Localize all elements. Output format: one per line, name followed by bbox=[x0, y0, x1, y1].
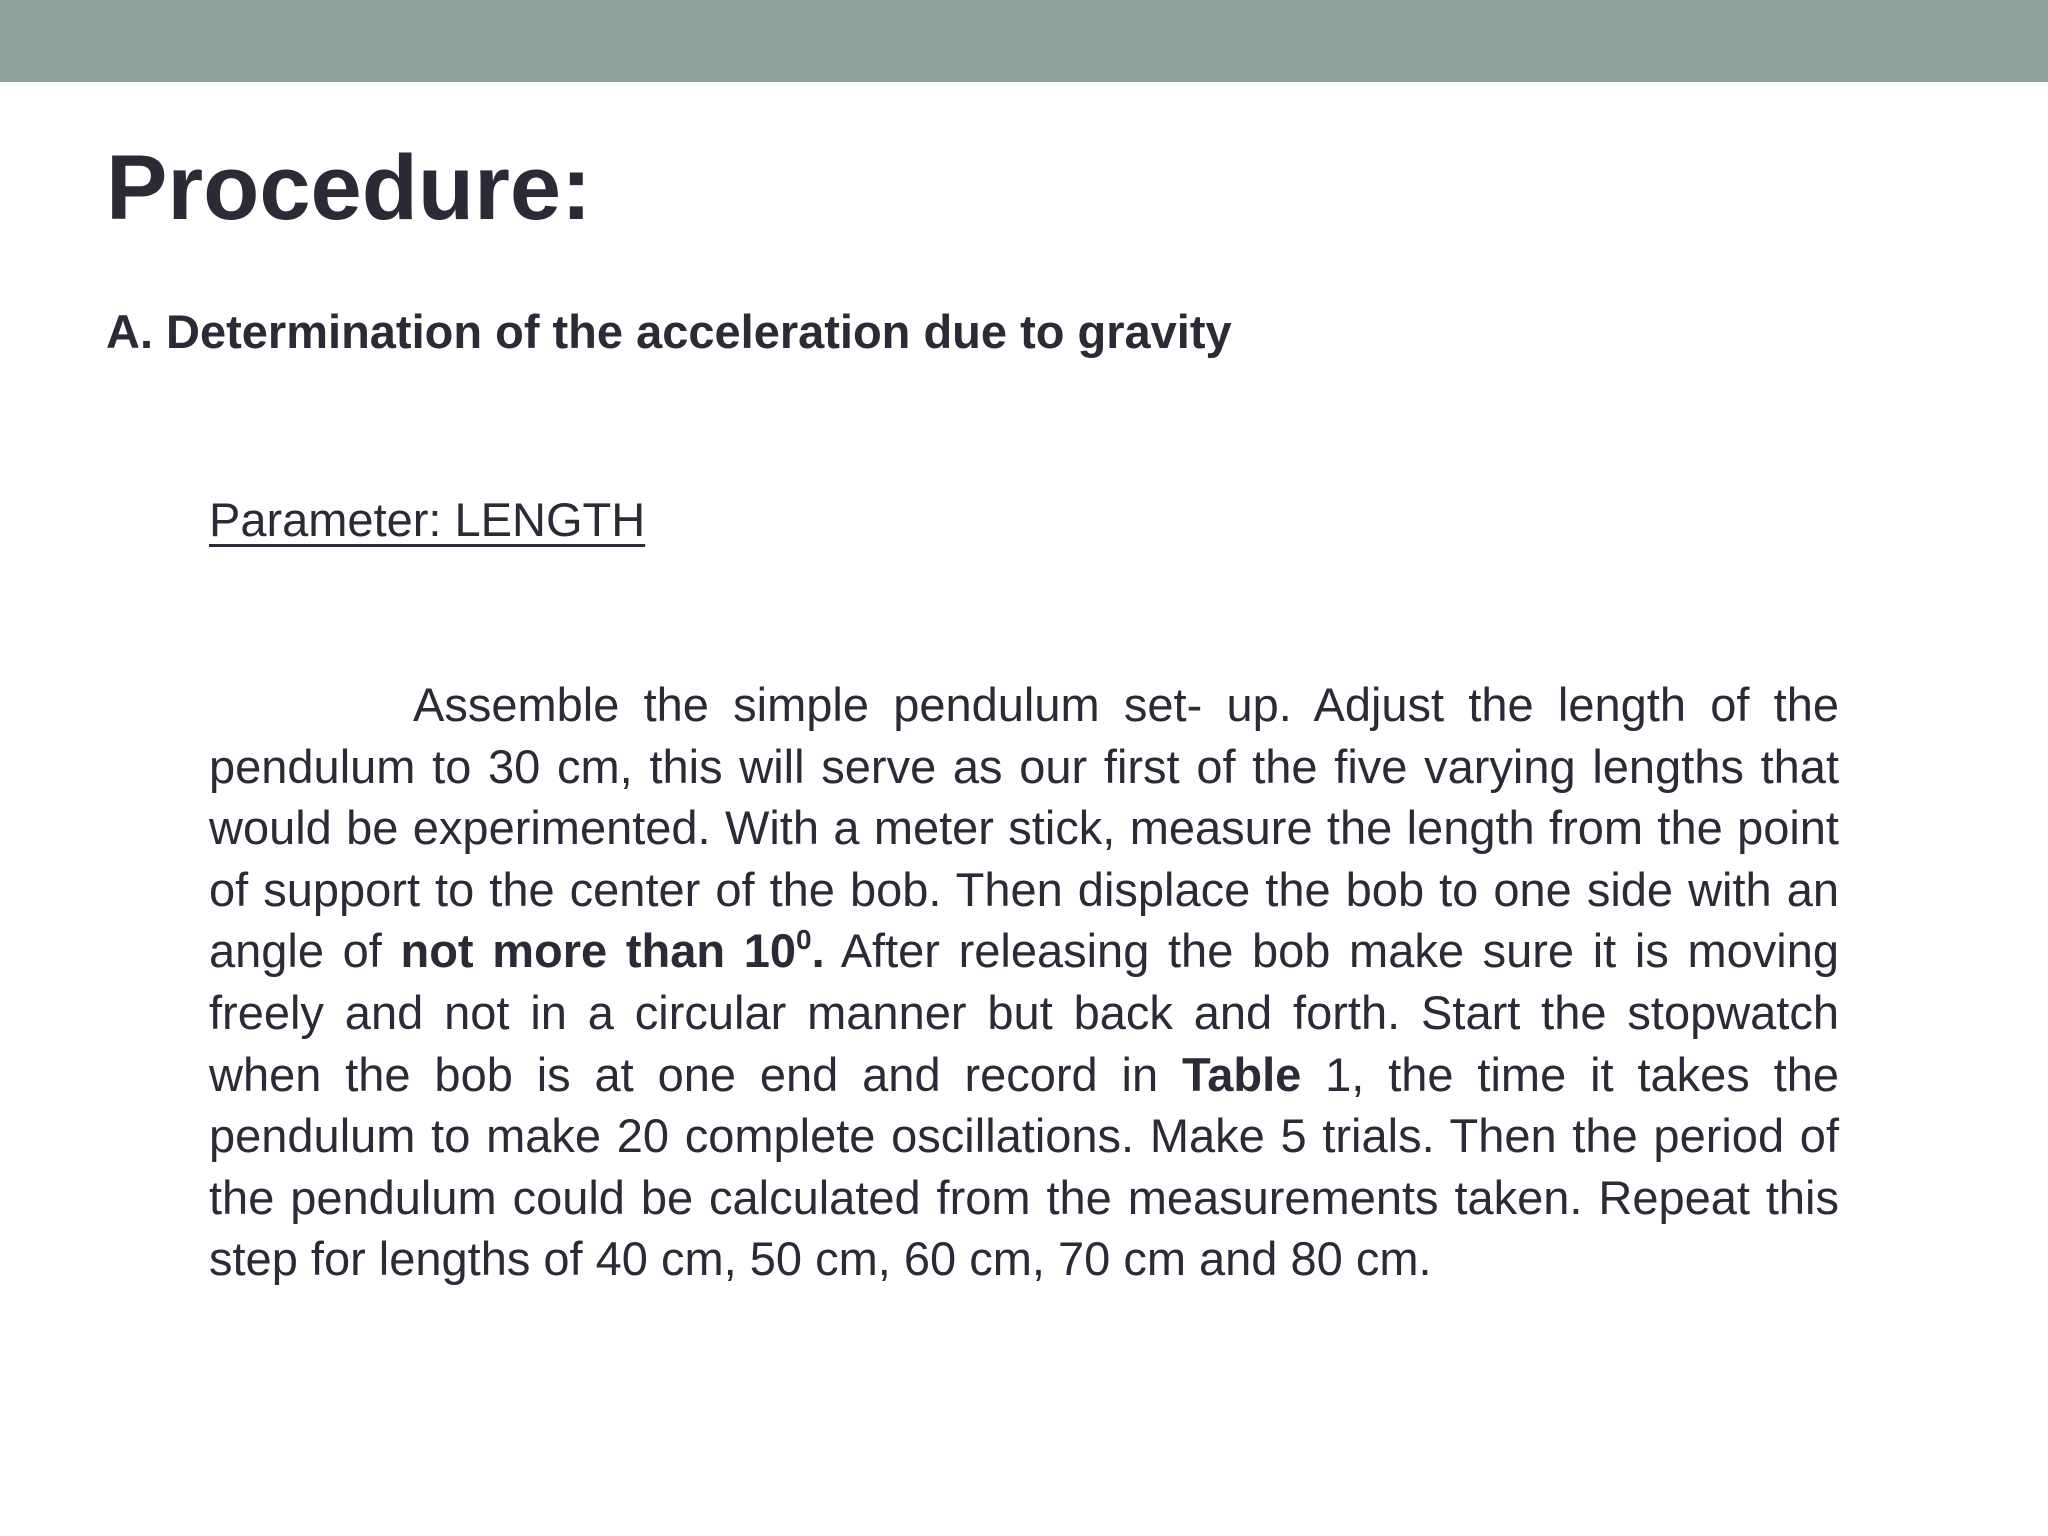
angle-limit-period: . bbox=[811, 924, 825, 978]
paragraph-text-part1: Assemble the simple pendulum set- up. Adjust the length of the pendulum to 30 cm, this will serve as our first of the five varying lengths that would be experimented. With a meter stick, measure the length from the point of support to the center of the bob. Then displace the bob to one side with an angle of bbox=[209, 678, 1839, 978]
paragraph-text-part2: After releasing the bob make sure it is moving freely and not in a circular manner but back and forth. Start the stopwatch when the bob is at one end and record in bbox=[209, 924, 1840, 1101]
header-bar bbox=[0, 0, 2048, 82]
paragraph-text-part3: 1, the time it takes the pendulum to make 20 complete oscillations. Make 5 trials. Then the period of the pendulum could be calculated from the measurements taken. Repeat this step for lengths of 40 cm, 50 cm, 60 cm, 70 cm and 80 cm. bbox=[209, 1047, 1839, 1286]
section-heading: A. Determination of the acceleration due to gravity bbox=[106, 305, 1232, 358]
parameter-label: Parameter: LENGTH bbox=[209, 493, 646, 546]
procedure-paragraph bbox=[209, 674, 1839, 1290]
table-reference: Table bbox=[1182, 1047, 1302, 1101]
angle-limit-text: not more than 10 bbox=[400, 924, 796, 978]
slide-title: Procedure: bbox=[106, 137, 592, 239]
degree-superscript: 0 bbox=[795, 924, 812, 956]
